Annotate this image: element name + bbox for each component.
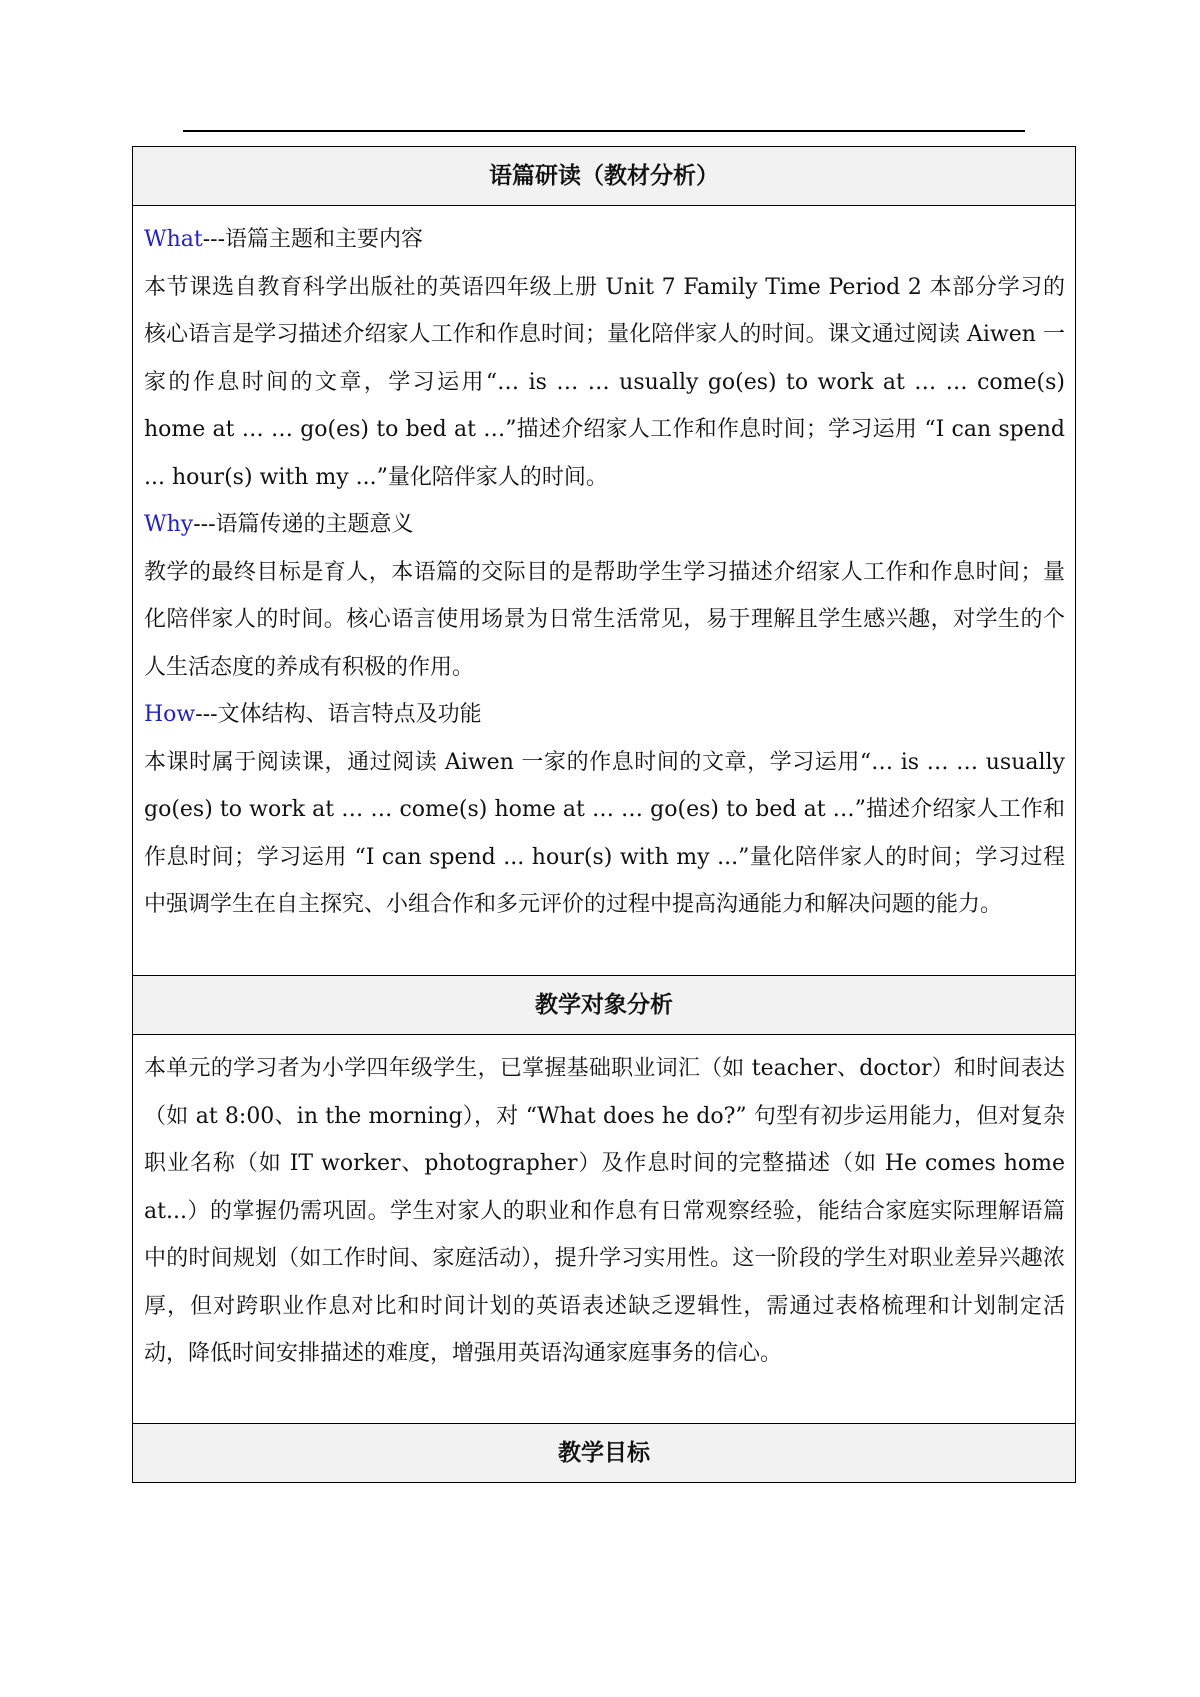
what-paragraph: 本节课选自教育科学出版社的英语四年级上册 Unit 7 Family Time Period 2 本部分学习的核心语言是学习描述介绍家人工作和作息时间；量化陪伴家人的时间。课文通过阅读 Aiwen 一家的作息时间的文章，学习运用“… is … … usually go(es) to work at … … come(s) home at … … go(es) to bed at …”描述介绍家人工作和作息时间；学习运用 “I can spend ... hour(s) with my ...”量化陪伴家人的时间。: [144, 274, 1065, 490]
why-heading: [144, 501, 1065, 549]
what-heading-text: ---语篇主题和主要内容: [202, 227, 424, 252]
how-paragraph: 本课时属于阅读课，通过阅读 Aiwen 一家的作息时间的文章，学习运用“… is … … usually go(es) to work at … … come(s) home at … … go(es) to bed at …”描述介绍家人工作和作息时间；学习运用 “I can spend ... hour(s) with my ...”量化陪伴家人的时间；学习过程中强调学生在自主探究、小组合作和多元评价的过程中提高沟通能力和解决问题的能力。: [144, 749, 1065, 917]
why-keyword: Why: [144, 512, 194, 537]
why-paragraph: 教学的最终目标是育人，本语篇的交际目的是帮助学生学习描述介绍家人工作和作息时间；量化陪伴家人的时间。核心语言使用场景为日常生活常见，易于理解且学生感兴趣，对学生的个人生活态度的养成有积极的作用。: [144, 559, 1065, 680]
lesson-plan-table: [132, 146, 1076, 1483]
section-header-analysis: 语篇研读（教材分析）: [133, 147, 1075, 206]
learners-paragraph: 本单元的学习者为小学四年级学生，已掌握基础职业词汇（如 teacher、doctor）和时间表达（如 at 8:00、in the morning），对 “What does he do?” 句型有初步运用能力，但对复杂职业名称（如 IT worker、photographer）及作息时间的完整描述（如 He comes home at...）的掌握仍需巩固。学生对家人的职业和作息有日常观察经验，能结合家庭实际理解语篇中的时间规划（如工作时间、家庭活动），提升学习实用性。这一阶段的学生对职业差异兴趣浓厚，但对跨职业作息对比和时间计划的英语表述缺乏逻辑性，需通过表格梳理和计划制定活动，降低时间安排描述的难度，增强用英语沟通家庭事务的信心。: [144, 1056, 1065, 1366]
section-body-learners: [133, 1035, 1075, 1424]
how-heading: [144, 691, 1065, 739]
section-header-learners: 教学对象分析: [133, 976, 1075, 1035]
header-rule: [183, 130, 1025, 132]
why-heading-text: ---语篇传递的主题意义: [193, 512, 414, 537]
how-heading-text: ---文体结构、语言特点及功能: [195, 702, 482, 727]
section-header-objectives: 教学目标: [133, 1424, 1075, 1482]
what-keyword: What: [144, 227, 203, 252]
section-body-analysis: [133, 206, 1075, 976]
how-keyword: How: [144, 702, 196, 727]
what-heading: [144, 216, 1065, 264]
